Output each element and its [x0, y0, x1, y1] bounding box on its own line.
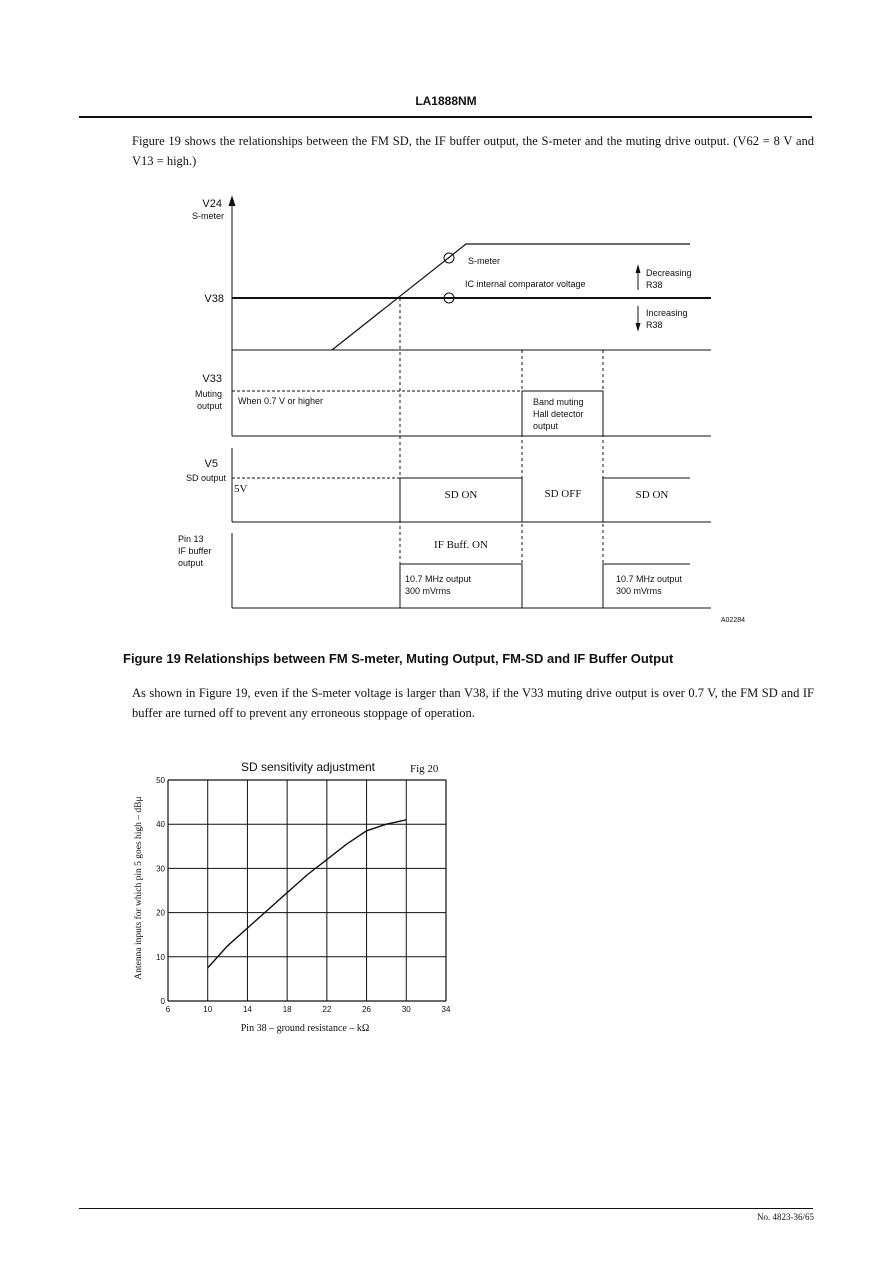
label-v38: V38 [204, 293, 224, 305]
label-sd-output: SD output [185, 473, 226, 483]
label-sd-off: SD OFF [544, 488, 582, 500]
chart-title: SD sensitivity adjustment [240, 760, 376, 774]
label-comparator: IC internal comparator voltage [465, 279, 586, 289]
label-v24: V24 [202, 198, 222, 210]
label-increasing-r38: R38 [646, 320, 663, 330]
label-muting: Muting [194, 389, 222, 399]
x-tick-label: 26 [362, 1005, 372, 1014]
label-v33: V33 [202, 373, 222, 385]
y-tick-label: 0 [160, 997, 165, 1006]
label-muting-output: output [196, 401, 222, 411]
label-hall-detector: Hall detector [533, 409, 584, 419]
y-tick-label: 50 [156, 776, 165, 785]
footer-rule [79, 1208, 813, 1209]
figure-19-caption: Figure 19 Relationships between FM S-meter, Muting Output, FM-SD and IF Buffer Output [123, 651, 674, 666]
label-decreasing-r38: R38 [646, 280, 663, 290]
x-tick-label: 18 [282, 1005, 292, 1014]
label-increasing: Increasing [646, 308, 688, 318]
label-300mvrms-1: 300 mVrms [405, 586, 451, 596]
label-s-meter-curve: S-meter [468, 256, 501, 266]
label-if-buffer: IF buffer [178, 546, 212, 556]
figure-code: A02284 [720, 617, 745, 624]
y-tick-label: 30 [156, 864, 165, 874]
x-tick-label: 22 [322, 1005, 332, 1014]
footer-page-number: No. 4823-36/65 [757, 1212, 814, 1222]
second-paragraph: As shown in Figure 19, even if the S-meter voltage is larger than V38, if the V33 muting drive output is over 0.7 V, the FM SD and IF buffer are turned off to prevent any erroneous stoppage of operation. [132, 686, 814, 720]
label-sd-on-1: SD ON [444, 489, 478, 501]
label-10-7mhz-1: 10.7 MHz output [405, 574, 472, 584]
label-300mvrms-2: 300 mVrms [616, 586, 662, 596]
label-if-output: output [178, 558, 204, 568]
label-10-7mhz-2: 10.7 MHz output [616, 574, 683, 584]
label-sd-on-2: SD ON [635, 489, 669, 501]
chart-y-label: Antenna inputs for which pin 5 goes high – dBμ [134, 796, 144, 980]
y-tick-label: 40 [156, 820, 165, 830]
x-tick-label: 30 [401, 1005, 411, 1014]
x-tick-label: 34 [441, 1005, 451, 1014]
label-band-output: output [533, 421, 559, 431]
label-s-meter-axis: S-meter [191, 211, 224, 221]
x-tick-label: 6 [165, 1005, 171, 1014]
chart-series-line [208, 820, 407, 968]
y-tick-label: 20 [156, 908, 165, 918]
label-when-07v: When 0.7 V or higher [238, 396, 324, 406]
label-pin13: Pin 13 [178, 534, 204, 544]
label-if-buff-on: IF Buff. ON [434, 539, 488, 551]
label-decreasing: Decreasing [646, 268, 692, 278]
chart-figure-label: Fig 20 [410, 763, 439, 775]
label-5v: 5V [234, 483, 248, 495]
x-tick-label: 10 [203, 1005, 213, 1014]
chart-x-label: Pin 38 – ground resistance – kΩ [240, 1023, 370, 1034]
page-header-title: LA1888NM [415, 94, 477, 108]
y-tick-label: 10 [156, 952, 165, 962]
intro-paragraph: Figure 19 shows the relationships between the FM SD, the IF buffer output, the S-meter and the muting drive output. (V62 = 8 V and V13 = high.) [132, 134, 814, 168]
x-tick-label: 14 [242, 1005, 252, 1014]
label-band-muting: Band muting [533, 397, 584, 407]
chart-grid [168, 780, 446, 1001]
label-v5: V5 [204, 458, 218, 470]
